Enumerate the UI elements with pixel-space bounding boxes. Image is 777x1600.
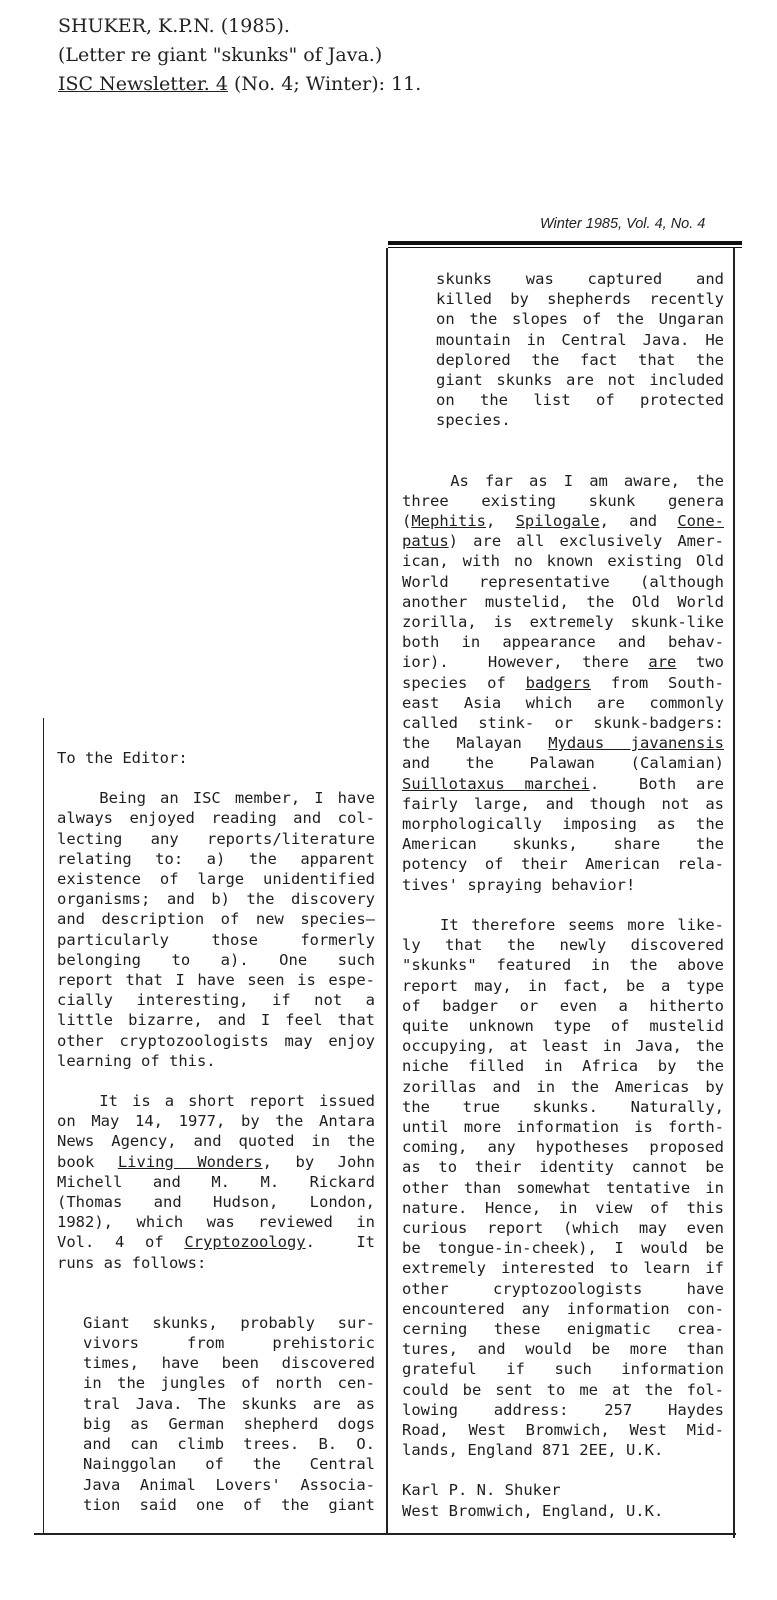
genus-mephitis: Mephitis xyxy=(411,512,486,531)
citation-author-year: SHUKER, K.P.N. (1985). xyxy=(58,15,290,37)
quoted-report-continued: skunks was captured and killed by shepherds recently on the slopes of the Ungaran mountain in Central Java. He deplored the fact that the giant skunks are not included on the list of protected species. xyxy=(436,270,724,430)
right-column xyxy=(402,269,724,1521)
genus-spilogale: Spilogale xyxy=(515,512,600,531)
salutation: To the Editor: xyxy=(57,749,188,767)
emphasis-badgers: badgers xyxy=(525,673,591,692)
citation-journal: ISC Newsletter. 4 xyxy=(58,73,228,95)
citation-title: (Letter re giant "skunks" of Java.) xyxy=(58,44,383,66)
book-title: Living Wonders xyxy=(117,1152,263,1171)
frame-bottom-line xyxy=(34,1533,736,1535)
header-rule-thin xyxy=(388,247,742,248)
citation-block xyxy=(58,12,421,99)
emphasis-are: are xyxy=(648,653,677,672)
journal-title: Cryptozoology xyxy=(184,1233,306,1252)
frame-left-line xyxy=(43,718,44,1535)
signature-place: West Bromwich, England, U.K. xyxy=(402,1501,664,1520)
left-column xyxy=(57,748,375,1515)
paragraph-3: As far as I am aware, the three existing skunk genera (Mephitis, Spilogale, and Cone- patus) are all exclusively Amer- ican, with no known existing Old World representative (although another mustelid, the Old World zorilla, is extremely skunk-like both in appearance and behav- ior). However, there are two species of badgers from South- east Asia which are commonly called stink- or skunk-badgers: the Malayan Mydaus javanensis and the Palawan (Calamian) Suillotaxus marchei. Both are fairly large, and though not as morphologically imposing as the American skunks, share the potency of their American rela- tives' spraying behavior! xyxy=(402,471,724,894)
genus-conepatus-part1: Cone- xyxy=(677,512,724,531)
paragraph-1: Being an ISC member, I have always enjoyed reading and col- lecting any reports/literature relating to: a) the apparent existence of large unidentified organisms; and b) the discovery and description of new species— particularly those formerly belonging to a). One such report that I have seen is espe- cially interesting, if not a little bizarre, and I feel that other cryptozoologists may enjoy learning of this. xyxy=(57,789,375,1070)
signature-name: Karl P. N. Shuker xyxy=(402,1481,561,1500)
frame-middle-line xyxy=(386,248,388,1534)
issue-header: Winter 1985, Vol. 4, No. 4 xyxy=(540,216,706,232)
species-suillotaxus: Suillotaxus marchei xyxy=(402,774,590,793)
header-rule xyxy=(388,241,742,245)
citation-source xyxy=(58,70,421,99)
paragraph-4: It therefore seems more like- ly that the newly discovered "skunks" featured in the above report may, in fact, be a type of badger or even a hitherto quite unknown type of mustelid occupying, at least in Java, the niche filled in Africa by the zorillas and in the Americas by the true skunks. Naturally, until more information is forth- coming, any hypotheses proposed as to their identity cannot be other than somewhat tentative in nature. Hence, in view of this curious report (which may even be tongue-in-cheek), I would be extremely interested to learn if other cryptozoologists have encountered any information con- cerning these enigmatic crea- tures, and would be more than grateful if such information could be sent to me at the fol- lowing address: 257 Haydes Road, West Bromwich, West Mid- lands, England 871 2EE, U.K. xyxy=(402,915,724,1460)
species-mydaus: Mydaus javanensis xyxy=(548,734,724,753)
citation-issue: (No. 4; Winter): 11. xyxy=(227,73,422,95)
paragraph-2: It is a short report issued on May 14, 1977, by the Antara News Agency, and quoted in the book Living Wonders, by John Michell and M. M. Rickard (Thomas and Hudson, London, 1982), which was reviewed in Vol. 4 of Cryptozoology. It runs as follows: xyxy=(57,1092,375,1272)
frame-right-line xyxy=(733,248,735,1538)
quoted-report: Giant skunks, probably sur- vivors from prehistoric times, have been discovered in the jungles of north cen- tral Java. The skunks are as big as German shepherd dogs and can climb trees. B. O. Nainggolan of the Central Java Animal Lovers' Associa- tion said one of the giant xyxy=(83,1313,375,1514)
genus-conepatus-part2: patus xyxy=(402,532,449,551)
